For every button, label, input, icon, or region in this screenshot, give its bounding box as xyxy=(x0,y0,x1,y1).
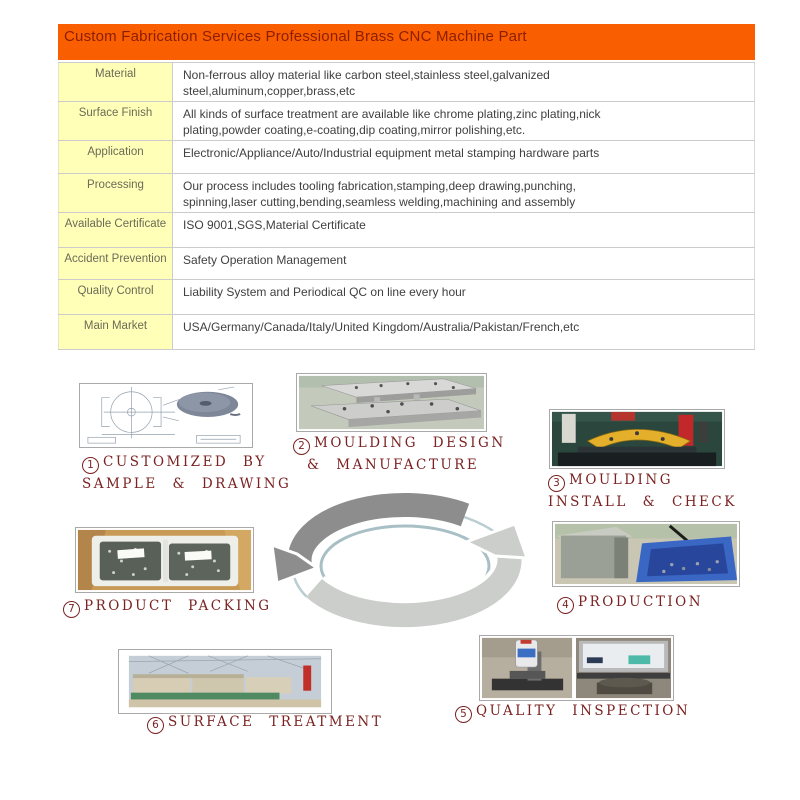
technical-drawing-image xyxy=(80,384,252,447)
step7-caption xyxy=(63,596,272,618)
row-value: All kinds of surface treatment are available like chrome plating,zinc plating,nick plating,powder coating,e-coating,dip coating,mirror polishing,etc. xyxy=(173,102,755,140)
packed-box-image xyxy=(76,528,253,592)
row-value: Safety Operation Management xyxy=(173,248,755,279)
step1-photo-technical-drawing xyxy=(79,383,253,448)
step6-caption xyxy=(147,712,383,734)
caption-line: 3 MOULDING xyxy=(548,470,737,492)
step1-caption xyxy=(82,452,291,495)
section-title: Custom Fabrication Services Professional Brass CNC Machine Part xyxy=(64,28,527,45)
caption-line: & MANUFACTURE xyxy=(307,457,480,473)
caption-line: 5 QUALITY INSPECTION xyxy=(455,701,690,723)
step3-caption xyxy=(548,470,737,513)
cycle-arrows-icon xyxy=(262,488,532,638)
row-label: Accident Prevention xyxy=(58,248,173,279)
step-number-badge: 3 xyxy=(548,475,565,492)
row-value: USA/Germany/Canada/Italy/United Kingdom/Australia/Pakistan/French,etc xyxy=(173,315,755,349)
table-row xyxy=(58,174,755,213)
caption-line: INSTALL & CHECK xyxy=(548,494,737,510)
inspection-devices-image xyxy=(480,636,673,700)
section-header-bar xyxy=(58,24,755,60)
row-label: Quality Control xyxy=(58,280,173,314)
row-value: Liability System and Periodical QC on line every hour xyxy=(173,280,755,314)
caption-line: 6 SURFACE TREATMENT xyxy=(147,712,383,734)
row-label: Application xyxy=(58,141,173,173)
table-row xyxy=(58,102,755,141)
row-label: Material xyxy=(58,63,173,101)
table-row xyxy=(58,315,755,350)
step-number-badge: 1 xyxy=(82,457,99,474)
step-number-badge: 6 xyxy=(147,717,164,734)
table-row xyxy=(58,248,755,280)
row-label: Available Certificate xyxy=(58,213,173,247)
row-value: Our process includes tooling fabrication,stamping,deep drawing,punching, spinning,laser cutting,bending,seamless welding,machining and assembly xyxy=(173,174,755,212)
step-number-badge: 7 xyxy=(63,601,80,618)
step-number-badge: 5 xyxy=(455,706,472,723)
step2-photo-mould xyxy=(296,373,487,432)
treatment-line-image xyxy=(119,650,331,713)
caption-line: 2 MOULDING DESIGN xyxy=(293,433,506,455)
process-cycle-graphic xyxy=(262,488,532,638)
row-label: Processing xyxy=(58,174,173,212)
caption-line: SAMPLE & DRAWING xyxy=(82,476,292,492)
step2-caption xyxy=(293,433,506,476)
production-bin-image xyxy=(553,522,739,586)
table-row xyxy=(58,141,755,174)
row-value: Electronic/Appliance/Auto/Industrial equipment metal stamping hardware parts xyxy=(173,141,755,173)
step4-photo-production xyxy=(552,521,740,587)
row-label: Main Market xyxy=(58,315,173,349)
step-number-badge: 2 xyxy=(293,438,310,455)
row-value: ISO 9001,SGS,Material Certificate xyxy=(173,213,755,247)
step-number-badge: 4 xyxy=(557,597,574,614)
step7-photo-packing xyxy=(75,527,254,593)
caption-line: 1 CUSTOMIZED BY xyxy=(82,452,291,474)
table-row xyxy=(58,213,755,248)
row-label: Surface Finish xyxy=(58,102,173,140)
caption-line: 4 PRODUCTION xyxy=(557,592,703,614)
caption-line: 7 PRODUCT PACKING xyxy=(63,596,272,618)
mould-plates-image xyxy=(297,374,486,431)
step6-photo-treatment xyxy=(118,649,332,714)
spec-table xyxy=(58,62,755,350)
step4-caption xyxy=(557,592,703,614)
step5-caption xyxy=(455,701,690,723)
step5-photo-inspection xyxy=(479,635,674,701)
step3-photo-press xyxy=(549,409,725,469)
row-value: Non-ferrous alloy material like carbon steel,stainless steel,galvanized steel,aluminum,copper,brass,etc xyxy=(173,63,755,101)
press-machine-image xyxy=(550,410,724,468)
table-row xyxy=(58,63,755,102)
table-row xyxy=(58,280,755,315)
